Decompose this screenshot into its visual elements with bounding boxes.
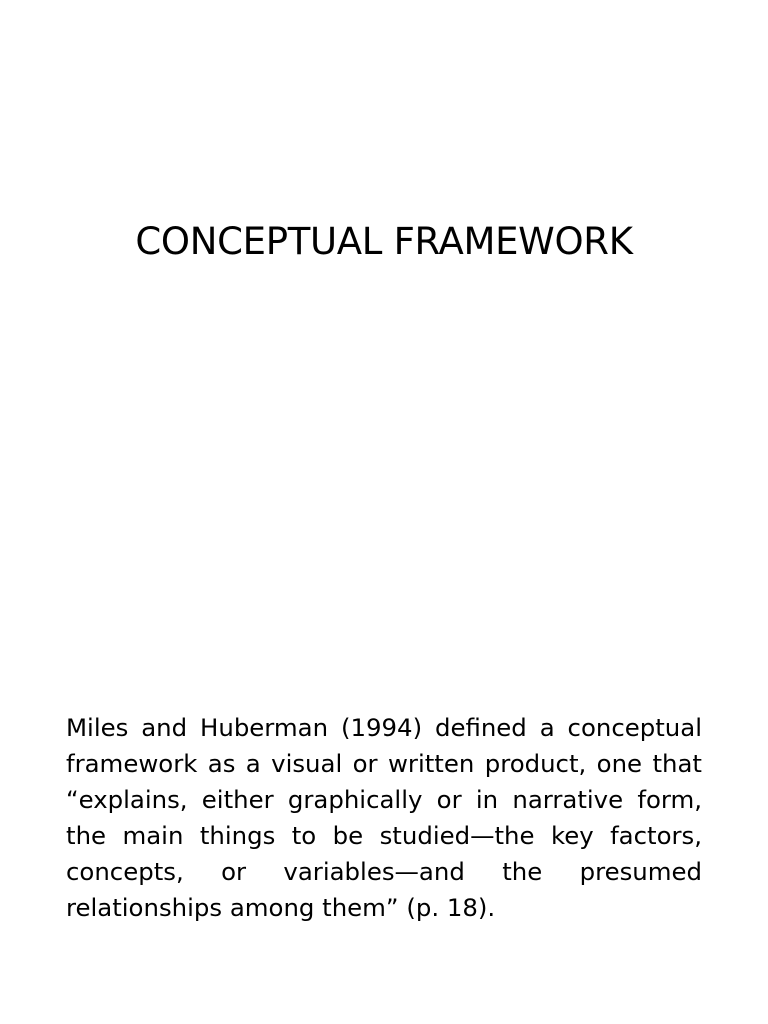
- slide-title: CONCEPTUAL FRAMEWORK: [135, 220, 633, 263]
- slide-body-text: Miles and Huberman (1994) defined a conceptual framework as a visual or written product, one that “explains, either graphically or in narrative form, the main things to be studied—the key factors, concepts, or variables—and the presumed relationships among them” (p. 18).: [66, 713, 702, 922]
